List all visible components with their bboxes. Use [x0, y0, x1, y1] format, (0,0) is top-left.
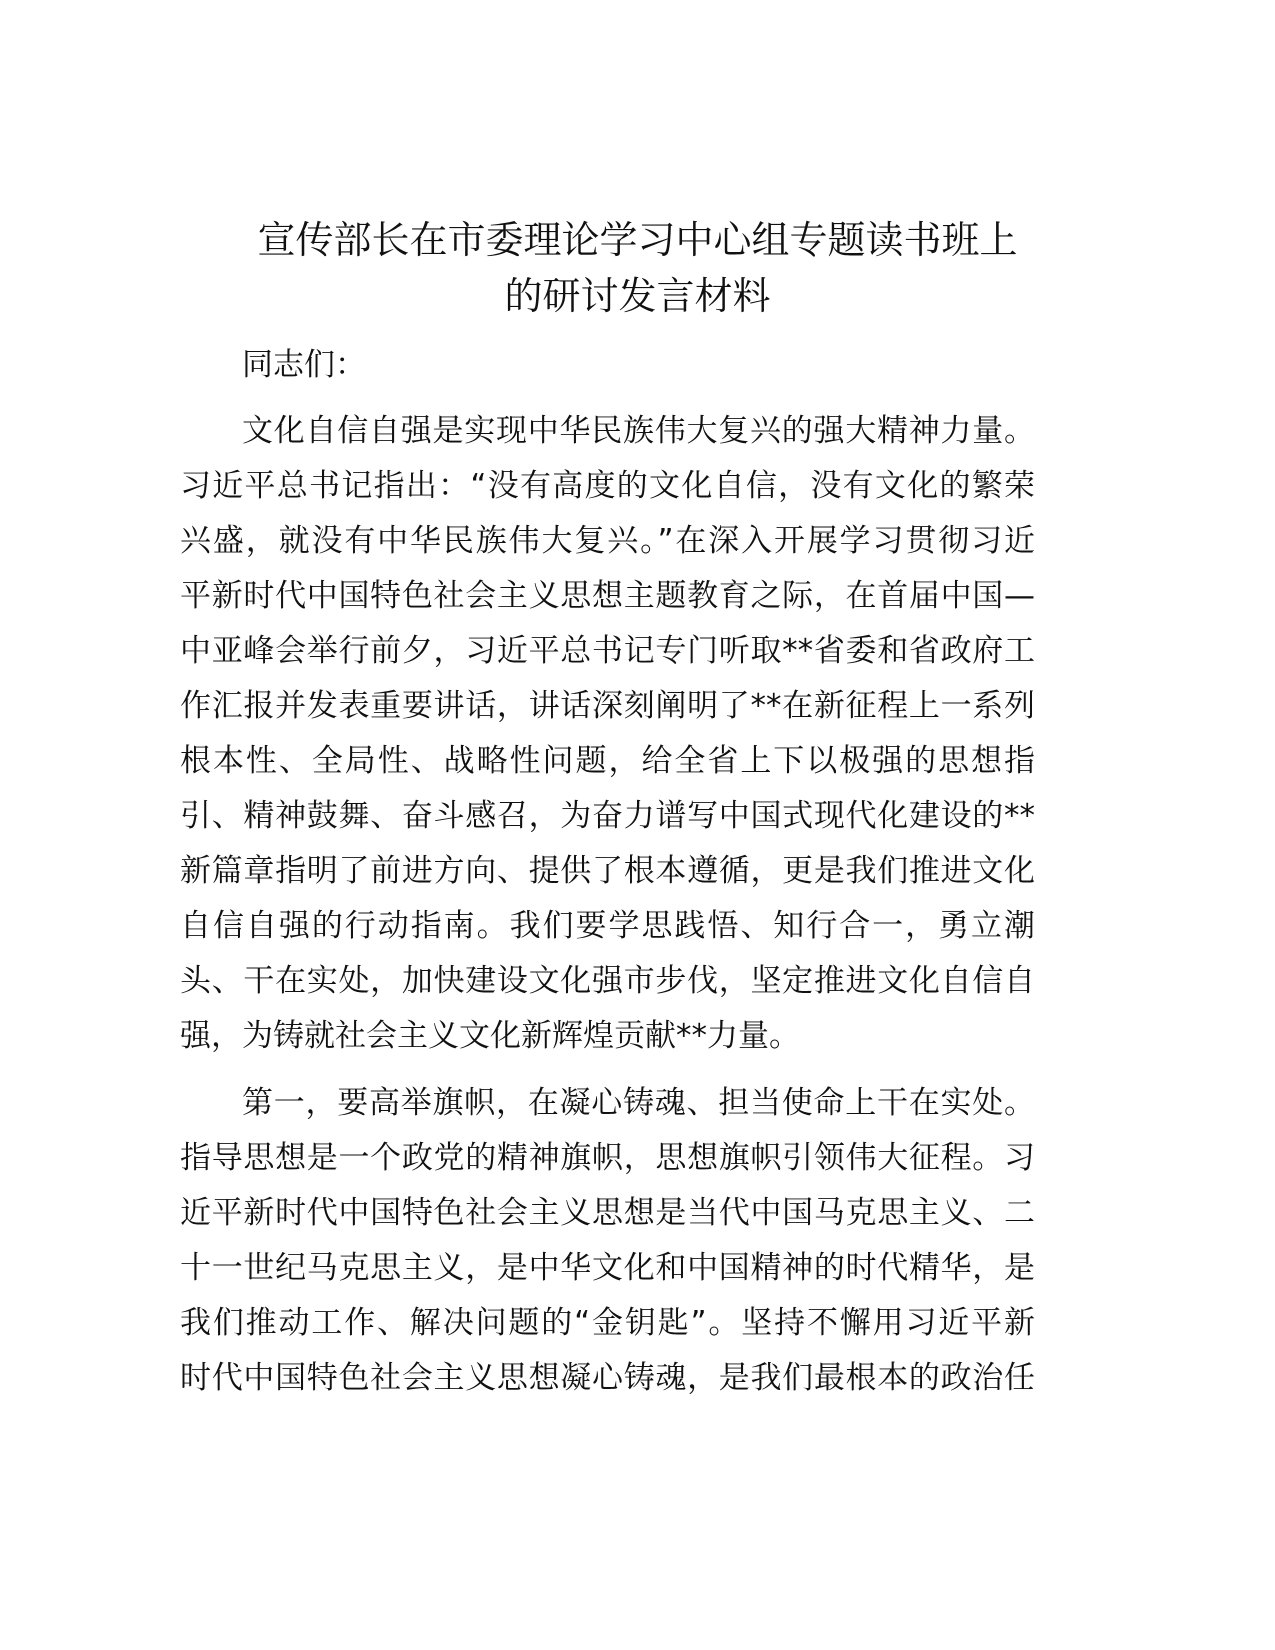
paragraph-line: 近平新时代中国特色社会主义思想是当代中国马克思主义、二: [180, 1195, 1035, 1231]
paragraph: [180, 1076, 1035, 1406]
salutation: 同志们：: [242, 347, 366, 383]
paragraph-line: 十一世纪马克思主义，是中华文化和中国精神的时代精华，是: [180, 1250, 1035, 1286]
title-line: 的研讨发言材料: [504, 274, 771, 318]
paragraph-line: 平新时代中国特色社会主义思想主题教育之际，在首届中国—: [180, 578, 1035, 614]
paragraph-line: 新篇章指明了前进方向、提供了根本遵循，更是我们推进文化: [180, 853, 1035, 889]
document-body: [180, 338, 1035, 1418]
paragraph-line: 时代中国特色社会主义思想凝心铸魂，是我们最根本的政治任: [180, 1360, 1035, 1396]
paragraph-line: 自信自强的行动指南。我们要学思践悟、知行合一，勇立潮: [180, 908, 1035, 944]
paragraph-line: 中亚峰会举行前夕，习近平总书记专门听取**省委和省政府工: [180, 633, 1035, 669]
paragraph-line: 引、精神鼓舞、奋斗感召，为奋力谱写中国式现代化建设的**: [180, 798, 1035, 834]
paragraph-line: 作汇报并发表重要讲话，讲话深刻阐明了**在新征程上一系列: [180, 688, 1035, 724]
document-title: [0, 212, 1275, 324]
paragraph-line: 头、干在实处，加快建设文化强市步伐，坚定推进文化自信自: [180, 963, 1035, 999]
title-line: 宣传部长在市委理论学习中心组专题读书班上: [257, 218, 1018, 262]
paragraph-line: 兴盛，就没有中华民族伟大复兴。”在深入开展学习贯彻习近: [180, 523, 1035, 559]
paragraph-line: 习近平总书记指出：“没有高度的文化自信，没有文化的繁荣: [180, 468, 1035, 504]
paragraph-line: 我们推动工作、解决问题的“金钥匙”。坚持不懈用习近平新: [180, 1305, 1035, 1341]
paragraph-line: 文化自信自强是实现中华民族伟大复兴的强大精神力量。: [242, 413, 1035, 449]
paragraph: [180, 404, 1035, 1064]
paragraph-line: 强，为铸就社会主义文化新辉煌贡献**力量。: [180, 1018, 800, 1054]
paragraph-line: 根本性、全局性、战略性问题，给全省上下以极强的思想指: [180, 743, 1035, 779]
paragraph-line: 第一，要高举旗帜，在凝心铸魂、担当使命上干在实处。: [242, 1085, 1035, 1121]
paragraph-line: 指导思想是一个政党的精神旗帜，思想旗帜引领伟大征程。习: [180, 1140, 1035, 1176]
